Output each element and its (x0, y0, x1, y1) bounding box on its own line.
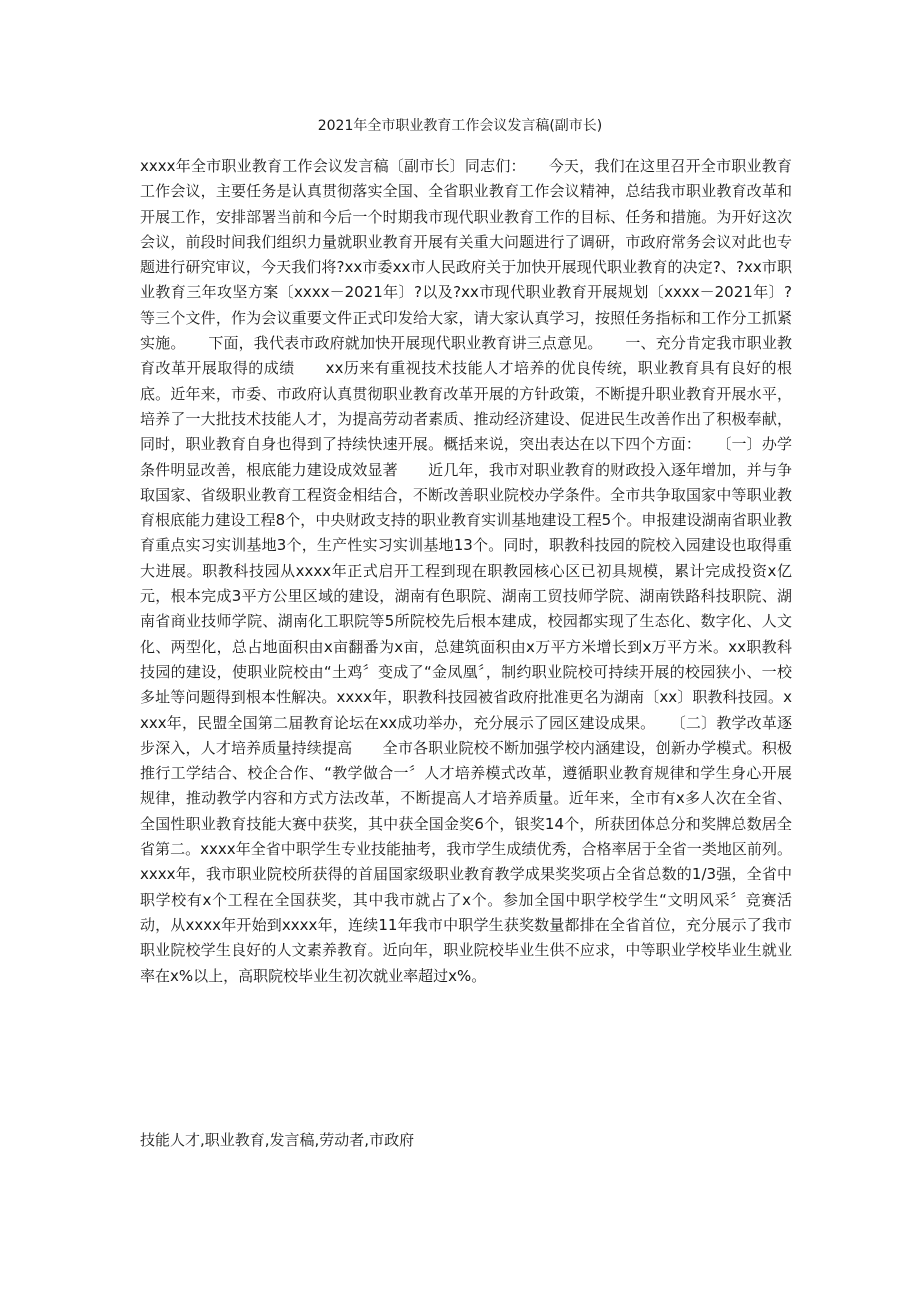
document-body: xxxx年全市职业教育工作会议发言稿〔副市长〕同志们： 今天，我们在这里召开全市职业教育工作会议，主要任务是认真贯彻落实全国、全省职业教育工作会议精神，总结我市职业教育改革和开展工作，安排部署当前和今后一个时期我市现代职业教育工作的目标、任务和措施。为开好这次会议，前段时间我们组织力量就职业教育开展有关重大问题进行了调研，市政府常务会议对此也专题进行研究审议，今天我们将?xx市委xx市人民政府关于加快开展现代职业教育的决定?、?xx市职业教育三年攻坚方案〔xxxx－2021年〕?以及?xx市现代职业教育开展规划〔xxxx－2021年〕?等三个文件，作为会议重要文件正式印发给大家，请大家认真学习，按照任务指标和工作分工抓紧实施。 下面，我代表市政府就加快开展现代职业教育讲三点意见。 一、充分肯定我市职业教育改革开展取得的成绩 xx历来有重视技术技能人才培养的优良传统，职业教育具有良好的根底。近年来，市委、市政府认真贯彻职业教育改革开展的方针政策，不断提升职业教育开展水平，培养了一大批技术技能人才，为提高劳动者素质、推动经济建设、促进民生改善作出了积极奉献，同时，职业教育自身也得到了持续快速开展。概括来说，突出表达在以下四个方面： 〔一〕办学条件明显改善，根底能力建设成效显著 近几年，我市对职业教育的财政投入逐年增加，并与争取国家、省级职业教育工程资金相结合，不断改善职业院校办学条件。全市共争取国家中等职业教育根底能力建设工程8个，中央财政支持的职业教育实训基地建设工程5个。申报建设湖南省职业教育重点实习实训基地3个，生产性实习实训基地13个。同时，职教科技园的院校入园建设也取得重大进展。职教科技园从xxxx年正式启开工程到现在职教园核心区已初具规模，累计完成投资x亿元，根本完成3平方公里区域的建设，湖南有色职院、湖南工贸技师学院、湖南铁路科技职院、湖南省商业技师学院、湖南化工职院等5所院校先后根本建成，校园都实现了生态化、数字化、人文化、两型化，总占地面积由x亩翻番为x亩，总建筑面积由x万平方米增长到x万平方米。xx职教科技园的建设，使职业院校由“土鸡〞变成了“金凤凰〞，制约职业院校可持续开展的校园狭小、一校多址等问题得到根本性解决。xxxx年，职教科技园被省政府批准更名为湖南〔xx〕职教科技园。xxxx年，民盟全国第二届教育论坛在xx成功举办，充分展示了园区建设成果。 〔二〕教学改革逐步深入，人才培养质量持续提高 全市各职业院校不断加强学校内涵建设，创新办学模式。积极推行工学结合、校企合作、“教学做合一〞人才培养模式改革，遵循职业教育规律和学生身心开展规律，推动教学内容和方式方法改革，不断提高人才培养质量。近年来，全市有x多人次在全省、全国性职业教育技能大赛中获奖，其中获全国金奖6个，银奖14个，所获团体总分和奖牌总数居全省第二。xxxx年全省中职学生专业技能抽考，我市学生成绩优秀，合格率居于全省一类地区前列。xxxx年，我市职业院校所获得的首届国家级职业教育教学成果奖奖项占全省总数的1/3强，全省中职学校有x个工程在全国获奖，其中我市就占了x个。参加全国中职学校学生“文明风采〞竞赛活动，从xxxx年开始到xxxx年，连续11年我市中职学生获奖数量都排在全省首位，充分展示了我市职业院校学生良好的人文素养教育。近向年，职业院校毕业生供不应求，中等职业学校毕业生就业率在x%以上，高职院校毕业生初次就业率超过x%。 (140, 157, 792, 985)
document-keywords: 技能人才,职业教育,发言稿,劳动者,市政府 (140, 1131, 415, 1149)
document-title: 2021年全市职业教育工作会议发言稿(副市长) (317, 118, 603, 134)
